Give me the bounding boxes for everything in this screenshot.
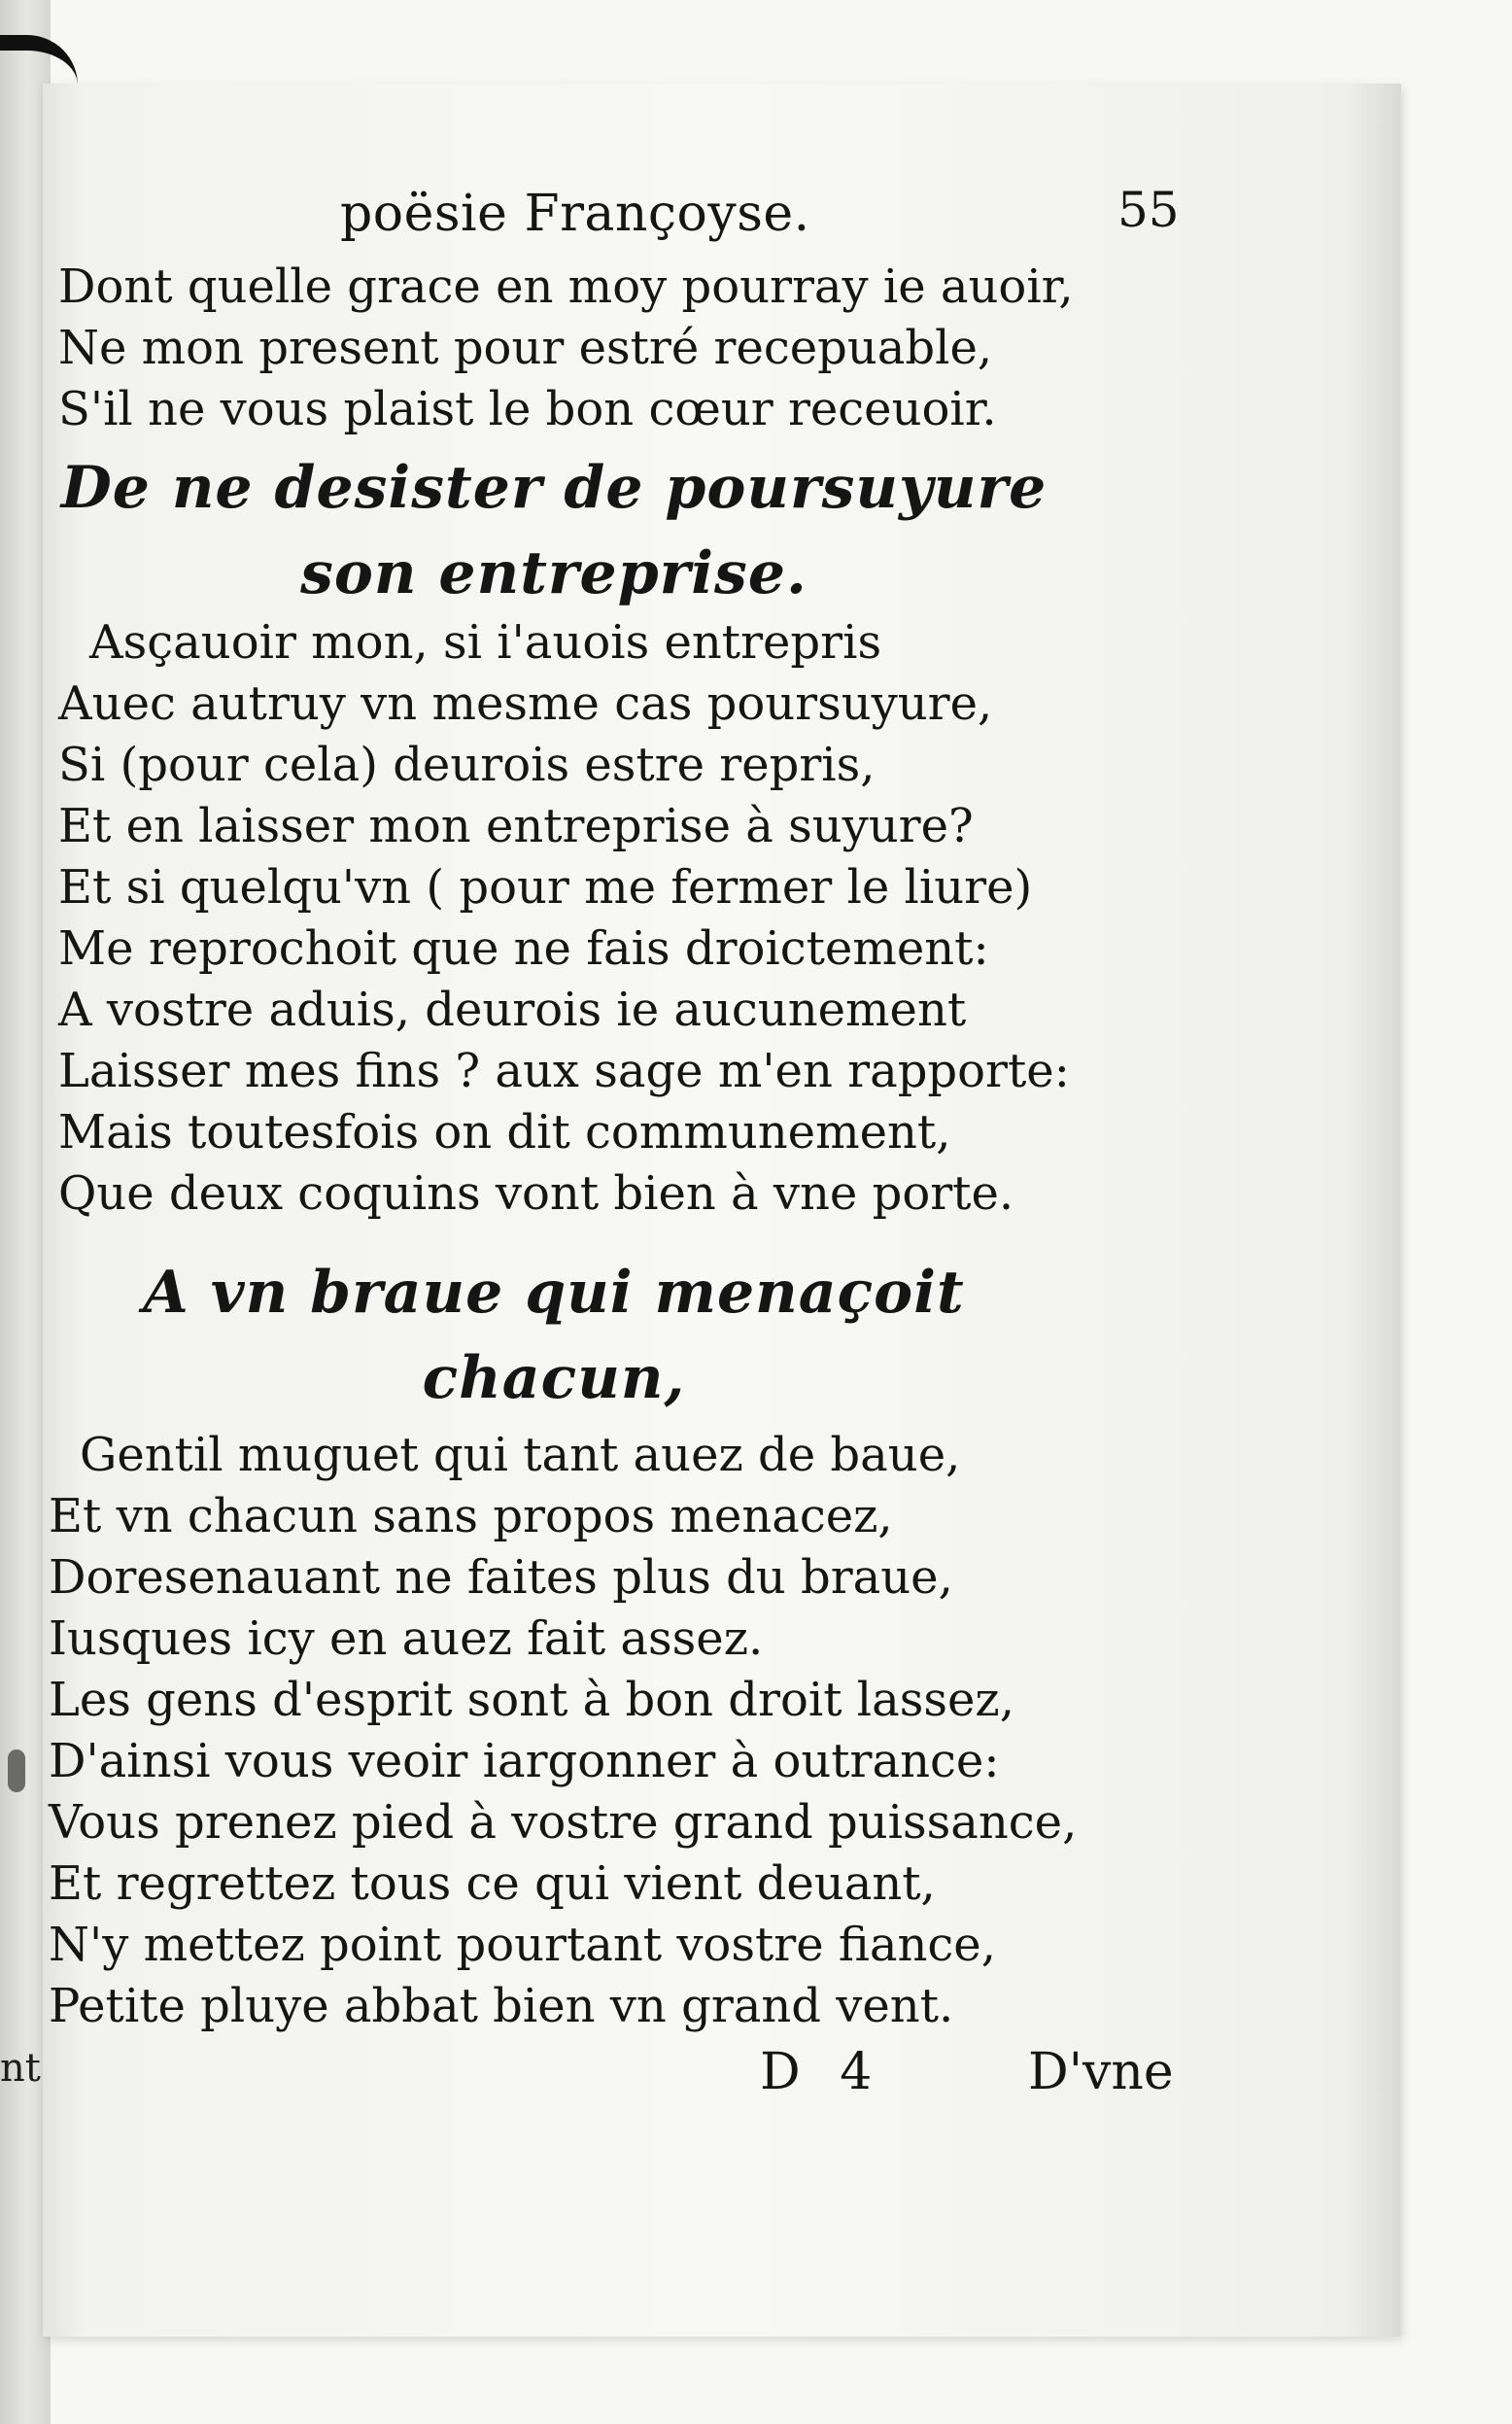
verse-line: Et vn chacun sans propos menacez, [49,1489,893,1543]
signature-mark: D 4 [760,2043,884,2101]
verse-line: Et regrettez tous ce qui vient deuant, [49,1856,936,1911]
verse-line: Vous prenez pied à vostre grand puissance, [49,1795,1078,1850]
verse-line: A vostre aduis, deurois ie aucunement [58,983,967,1037]
poem-title-line: son entreprise. [300,539,808,607]
verse-line: Petite pluye abbat bien vn grand vent. [49,1979,954,2033]
opening-stanza [58,257,1074,440]
poem2-body [49,1425,1078,2037]
catchword: D'vne [1028,2043,1174,2101]
poem2-title [39,1250,1069,1421]
verse-line: Que deux coquins vont bien à vne porte. [58,1166,1014,1221]
verse-line: Me reprochoit que ne fais droictement: [58,921,989,976]
verse-line: Les gens d'esprit sont à bon droit lassez, [49,1673,1014,1727]
verse-line: Doresenauant ne faites plus du braue, [49,1550,953,1605]
binding-mark [8,1749,25,1792]
verse-line: N'y mettez point pourtant vostre fiance, [49,1918,996,1972]
verse-line: D'ainsi vous veoir iargonner à outrance: [49,1734,1000,1788]
verse-line: Laisser mes fins ? aux sage m'en rapporte: [58,1044,1070,1098]
poem1-body [58,612,1070,1225]
verse-line: Si (pour cela) deurois estre repris, [58,738,876,792]
adjacent-page-fragment: nt [0,2046,41,2091]
verse-line: Asçauoir mon, si i'auois entrepris [89,615,882,670]
verse-line: Iusques icy en auez fait assez. [49,1611,764,1666]
verse-line: S'il ne vous plaist le bon cœur receuoir. [58,382,997,436]
verse-line: Et en laisser mon entreprise à suyure? [58,799,974,853]
running-title: poësie Françoyse. [340,185,810,243]
verse-line: Gentil muguet qui tant auez de baue, [80,1428,961,1482]
verse-line: Et si quelqu'vn ( pour me fermer le liure) [58,860,1033,915]
bookmark-ribbon [0,35,78,86]
poem-title-line: De ne desister de poursuyure [60,454,1048,522]
verse-line: Ne mon present pour estré recepuable, [58,321,993,375]
poem-title-line: A vn braue qui menaçoit [143,1259,965,1327]
verse-line: Dont quelle grace en moy pourray ie auoir, [58,260,1074,314]
verse-line: Mais toutesfois on dit communement, [58,1105,951,1160]
page-number: 55 [1117,182,1180,238]
poem1-title [39,445,1069,616]
show-through [1117,428,1370,1983]
verse-line: Auec autruy vn mesme cas poursuyure, [58,676,993,731]
poem-title-line: chacun, [422,1344,686,1412]
